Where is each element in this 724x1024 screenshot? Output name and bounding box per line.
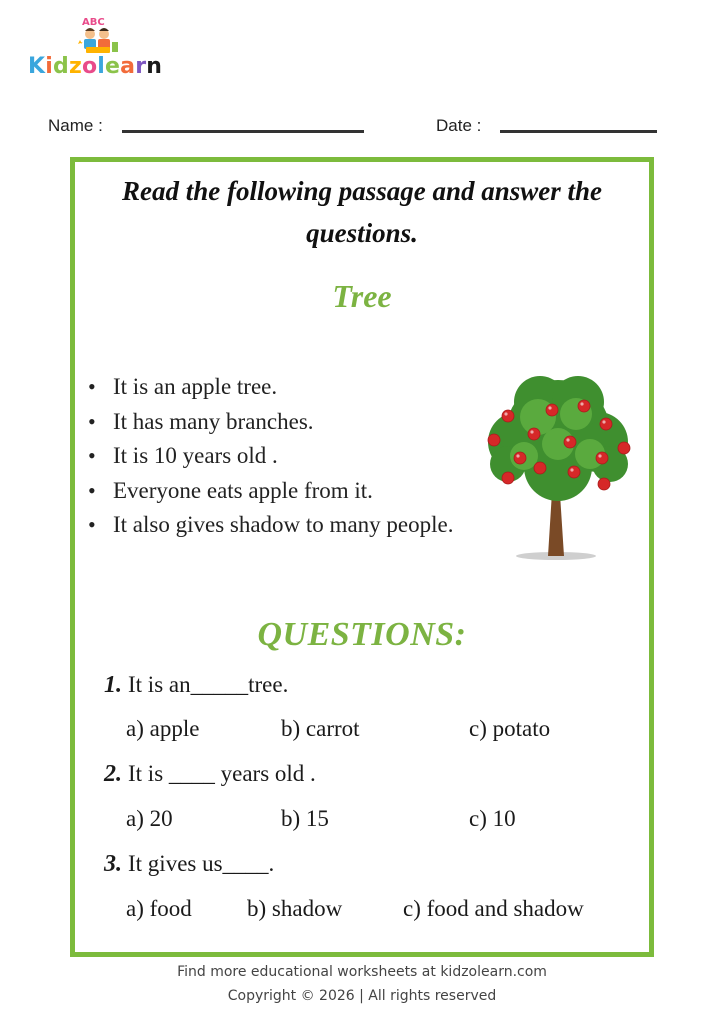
kidzolearn-logo xyxy=(28,14,168,84)
option-b[interactable]: b) shadow xyxy=(247,896,343,921)
question-number: 2. xyxy=(104,761,122,787)
question-number: 1. xyxy=(104,672,122,698)
logo-abc-text: ABC xyxy=(82,17,105,28)
option-b[interactable]: b) carrot xyxy=(281,716,360,741)
option-b[interactable]: b) 15 xyxy=(281,806,329,831)
date-label: Date : xyxy=(436,116,482,135)
question-2 xyxy=(104,761,316,788)
question-text: It gives us____. xyxy=(128,851,275,876)
bullet-item: • It is an apple tree. xyxy=(86,370,456,405)
passage-bullets xyxy=(86,370,456,543)
bullet-item: • It also gives shadow to many people. xyxy=(86,508,456,543)
option-c[interactable]: c) food and shadow xyxy=(403,896,584,921)
option-a[interactable]: a) apple xyxy=(126,716,200,741)
question-text: It is an_____tree. xyxy=(128,672,289,697)
logo-wordmark: Kidzolearn xyxy=(28,54,163,79)
bullet-item: • It is 10 years old . xyxy=(86,439,456,474)
question-1 xyxy=(104,672,288,699)
bullet-item: • Everyone eats apple from it. xyxy=(86,474,456,509)
instruction-text xyxy=(74,170,650,254)
question-text: It is ____ years old . xyxy=(128,761,316,786)
passage-title: Tree xyxy=(332,278,392,314)
bullet-item: • It has many branches. xyxy=(86,405,456,440)
option-c[interactable]: c) potato xyxy=(469,716,551,741)
footer-copyright: Copyright © 2026 | All rights reserved xyxy=(227,988,497,1004)
question-number: 3. xyxy=(104,851,122,877)
apple-tree-icon xyxy=(478,372,638,564)
questions-heading: QUESTIONS: xyxy=(257,616,467,653)
option-c[interactable]: c) 10 xyxy=(469,806,516,831)
option-a[interactable]: a) food xyxy=(126,896,192,921)
name-label: Name : xyxy=(48,116,103,135)
option-a[interactable]: a) 20 xyxy=(126,806,173,831)
instruction-line-1: Read the following passage and answer the xyxy=(121,176,603,206)
kids-reading-icon xyxy=(76,14,120,56)
date-field[interactable] xyxy=(500,130,657,133)
instruction-line-2: questions. xyxy=(306,218,418,248)
footer-website: Find more educational worksheets at kidzolearn.com xyxy=(177,964,547,980)
question-3 xyxy=(104,851,274,878)
name-field[interactable] xyxy=(122,130,364,133)
